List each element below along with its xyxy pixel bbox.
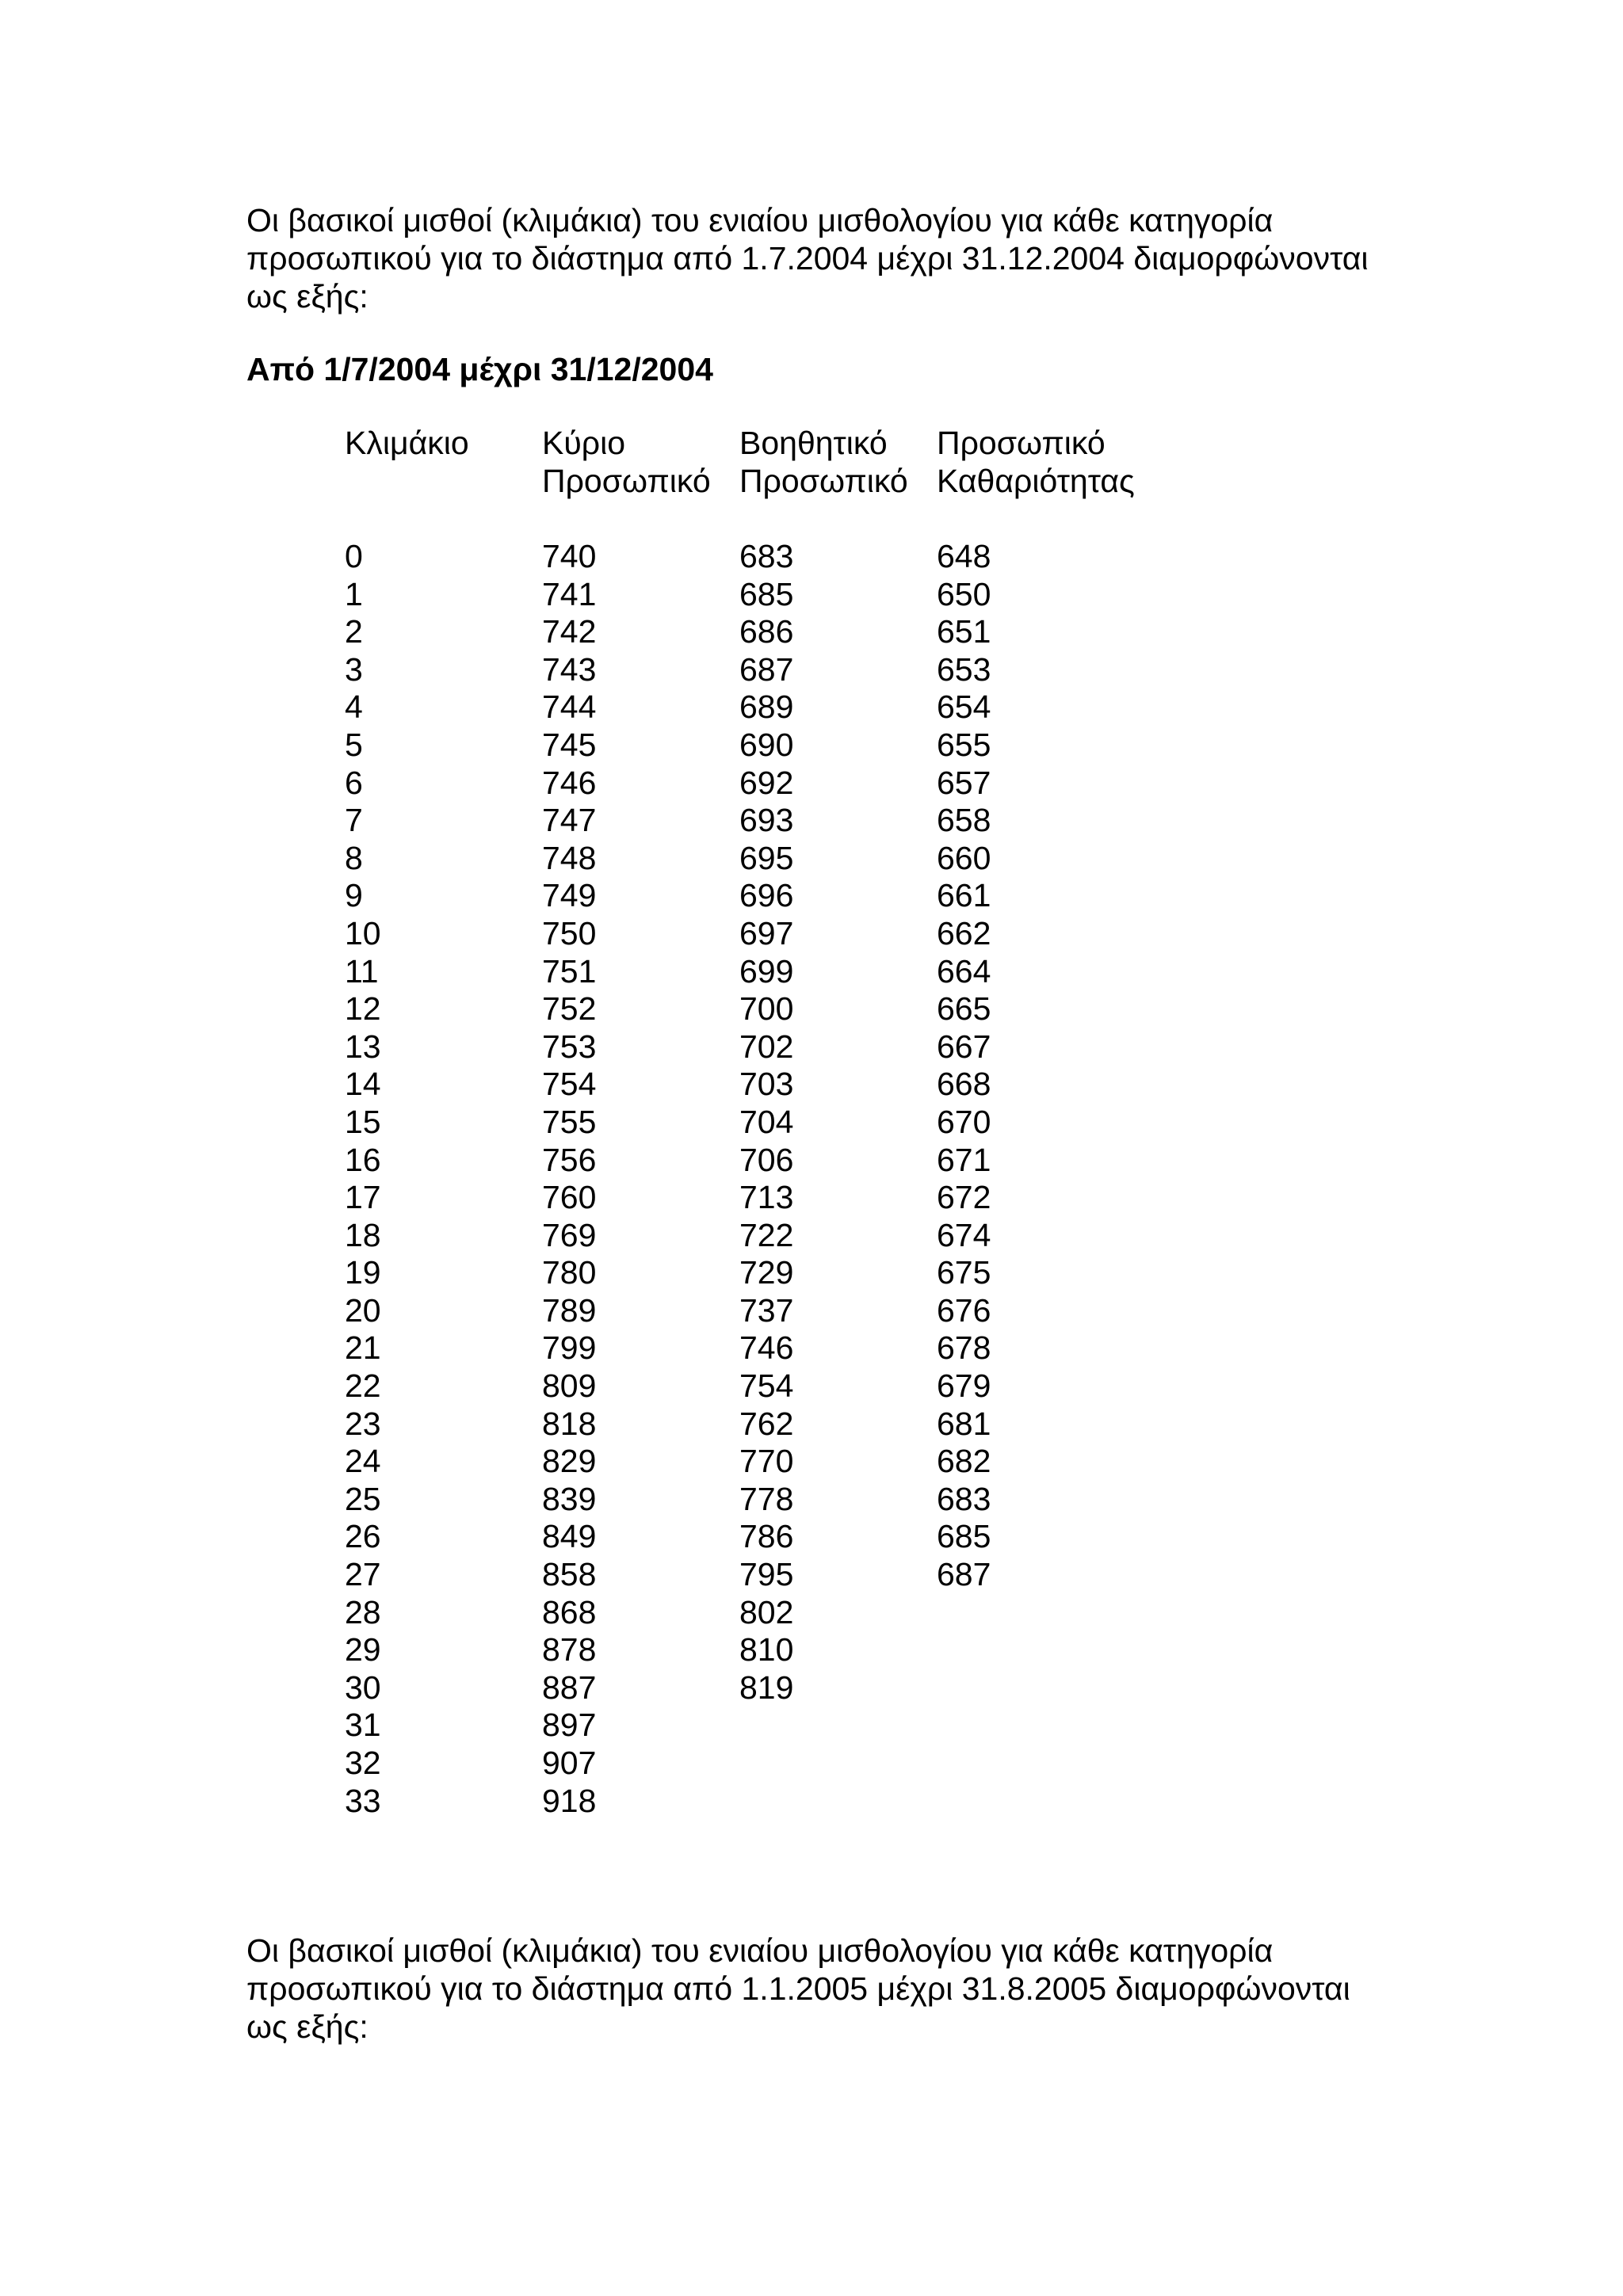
cell-cleaning-staff: 682 bbox=[937, 1443, 991, 1480]
table-row bbox=[345, 1104, 1174, 1142]
cell-main-staff: 742 bbox=[542, 613, 597, 650]
cell-auxiliary-staff: 693 bbox=[739, 802, 794, 839]
cell-auxiliary-staff: 692 bbox=[739, 764, 794, 801]
cell-cleaning-staff: 672 bbox=[937, 1179, 991, 1216]
cell-auxiliary-staff: 702 bbox=[739, 1028, 794, 1065]
cell-cleaning-staff: 661 bbox=[937, 877, 991, 914]
table-row bbox=[345, 1745, 1174, 1783]
cell-scale-step: 0 bbox=[345, 538, 363, 574]
cell-scale-step: 5 bbox=[345, 726, 363, 763]
cell-auxiliary-staff bbox=[739, 1783, 937, 1821]
cell-scale-step: 20 bbox=[345, 1291, 381, 1329]
paragraph-line: Οι βασικοί μισθοί (κλιμάκια) του ενιαίου μισθολογίου για κάθε κατηγορία bbox=[246, 202, 1274, 238]
cell-auxiliary-staff bbox=[739, 1745, 937, 1783]
cell-auxiliary-staff: 704 bbox=[739, 1103, 794, 1140]
cell-auxiliary-staff: 699 bbox=[739, 952, 794, 990]
header-main-staff bbox=[542, 425, 739, 501]
table-row bbox=[345, 1518, 1174, 1556]
period-heading: Από 1/7/2004 μέχρι 31/12/2004 bbox=[246, 351, 713, 387]
cell-cleaning-staff: 670 bbox=[937, 1103, 991, 1140]
cell-scale-step: 33 bbox=[345, 1782, 381, 1819]
cell-main-staff: 756 bbox=[542, 1141, 597, 1178]
paragraph-line: προσωπικού για το διάστημα από 1.7.2004 μέχρι 31.12.2004 διαμορφώνονται bbox=[246, 240, 1369, 277]
table-row bbox=[345, 1142, 1174, 1180]
cell-cleaning-staff: 687 bbox=[937, 1556, 991, 1593]
table-row bbox=[345, 727, 1174, 765]
cell-cleaning-staff: 651 bbox=[937, 613, 991, 650]
cell-auxiliary-staff: 746 bbox=[739, 1329, 794, 1367]
cell-cleaning-staff: 685 bbox=[937, 1518, 991, 1555]
cell-cleaning-staff: 648 bbox=[937, 538, 991, 574]
cell-scale-step: 31 bbox=[345, 1707, 381, 1744]
cell-scale-step: 1 bbox=[345, 575, 363, 612]
table-row bbox=[345, 1707, 1174, 1745]
cell-scale-step: 19 bbox=[345, 1254, 381, 1291]
cell-auxiliary-staff: 696 bbox=[739, 877, 794, 914]
cell-main-staff: 753 bbox=[542, 1028, 597, 1065]
cell-scale-step: 2 bbox=[345, 613, 363, 650]
table-row bbox=[345, 1783, 1174, 1821]
cell-cleaning-staff: 662 bbox=[937, 914, 991, 952]
cell-scale-step: 10 bbox=[345, 914, 381, 952]
cell-cleaning-staff bbox=[937, 1631, 1174, 1669]
cell-main-staff: 754 bbox=[542, 1066, 597, 1103]
header-line: Κύριο bbox=[542, 425, 626, 461]
cell-scale-step: 32 bbox=[345, 1745, 381, 1781]
cell-cleaning-staff bbox=[937, 1745, 1174, 1783]
cell-scale-step: 16 bbox=[345, 1141, 381, 1178]
table-row bbox=[345, 802, 1174, 840]
header-line: Προσωπικό bbox=[542, 462, 711, 499]
cell-auxiliary-staff: 770 bbox=[739, 1443, 794, 1480]
cell-auxiliary-staff: 713 bbox=[739, 1179, 794, 1216]
cell-main-staff: 789 bbox=[542, 1291, 597, 1329]
cell-auxiliary-staff: 778 bbox=[739, 1480, 794, 1517]
cell-main-staff: 741 bbox=[542, 575, 597, 612]
cell-main-staff: 829 bbox=[542, 1443, 597, 1480]
cell-auxiliary-staff: 697 bbox=[739, 914, 794, 952]
cell-auxiliary-staff: 689 bbox=[739, 688, 794, 726]
table-row bbox=[345, 576, 1174, 614]
header-line: Κλιμάκιο bbox=[345, 425, 469, 461]
table-row bbox=[345, 1028, 1174, 1066]
cell-scale-step: 17 bbox=[345, 1179, 381, 1216]
table-row bbox=[345, 1329, 1174, 1367]
cell-scale-step: 6 bbox=[345, 764, 363, 801]
table-row bbox=[345, 1631, 1174, 1669]
cell-auxiliary-staff: 722 bbox=[739, 1216, 794, 1253]
cell-auxiliary-staff: 737 bbox=[739, 1291, 794, 1329]
cell-scale-step: 21 bbox=[345, 1329, 381, 1367]
cell-main-staff: 760 bbox=[542, 1179, 597, 1216]
table-header bbox=[345, 425, 1174, 501]
cell-scale-step: 30 bbox=[345, 1669, 381, 1706]
table-row bbox=[345, 953, 1174, 991]
cell-main-staff: 751 bbox=[542, 952, 597, 990]
cell-main-staff: 858 bbox=[542, 1556, 597, 1593]
cell-main-staff: 750 bbox=[542, 914, 597, 952]
cell-main-staff: 878 bbox=[542, 1631, 597, 1669]
header-auxiliary-staff bbox=[739, 425, 937, 501]
cell-cleaning-staff: 665 bbox=[937, 990, 991, 1028]
table-row bbox=[345, 990, 1174, 1028]
cell-scale-step: 25 bbox=[345, 1480, 381, 1517]
cell-main-staff: 755 bbox=[542, 1103, 597, 1140]
cell-auxiliary-staff: 683 bbox=[739, 538, 794, 574]
table-row bbox=[345, 1179, 1174, 1217]
cell-cleaning-staff: 683 bbox=[937, 1480, 991, 1517]
cell-auxiliary-staff: 762 bbox=[739, 1405, 794, 1442]
cell-cleaning-staff bbox=[937, 1783, 1174, 1821]
cell-cleaning-staff: 654 bbox=[937, 688, 991, 726]
table-row bbox=[345, 1669, 1174, 1707]
cell-scale-step: 8 bbox=[345, 839, 363, 876]
cell-cleaning-staff: 671 bbox=[937, 1141, 991, 1178]
cell-scale-step: 26 bbox=[345, 1518, 381, 1555]
cell-cleaning-staff: 650 bbox=[937, 575, 991, 612]
cell-auxiliary-staff: 754 bbox=[739, 1367, 794, 1405]
cell-auxiliary-staff: 687 bbox=[739, 650, 794, 688]
salary-scale-table bbox=[345, 425, 1174, 1820]
cell-auxiliary-staff: 786 bbox=[739, 1518, 794, 1555]
cell-auxiliary-staff: 700 bbox=[739, 990, 794, 1028]
cell-cleaning-staff: 660 bbox=[937, 839, 991, 876]
cell-main-staff: 749 bbox=[542, 877, 597, 914]
cell-scale-step: 12 bbox=[345, 990, 381, 1028]
cell-auxiliary-staff: 703 bbox=[739, 1066, 794, 1103]
cell-main-staff: 780 bbox=[542, 1254, 597, 1291]
cell-main-staff: 887 bbox=[542, 1669, 597, 1706]
table-row bbox=[345, 1594, 1174, 1632]
table-row bbox=[345, 877, 1174, 915]
cell-main-staff: 818 bbox=[542, 1405, 597, 1442]
table-row bbox=[345, 613, 1174, 651]
table-row bbox=[345, 1443, 1174, 1481]
table-row bbox=[345, 840, 1174, 878]
cell-main-staff: 746 bbox=[542, 764, 597, 801]
cell-scale-step: 15 bbox=[345, 1103, 381, 1140]
cell-cleaning-staff: 675 bbox=[937, 1254, 991, 1291]
cell-cleaning-staff: 674 bbox=[937, 1216, 991, 1253]
cell-auxiliary-staff: 795 bbox=[739, 1556, 794, 1593]
paragraph-line: ως εξής: bbox=[246, 278, 369, 315]
cell-main-staff: 748 bbox=[542, 839, 597, 876]
cell-scale-step: 7 bbox=[345, 802, 363, 839]
cell-scale-step: 18 bbox=[345, 1216, 381, 1253]
header-line: Καθαριότητας bbox=[937, 462, 1135, 499]
table-row bbox=[345, 651, 1174, 689]
cell-main-staff: 769 bbox=[542, 1216, 597, 1253]
cell-cleaning-staff: 668 bbox=[937, 1066, 991, 1103]
cell-cleaning-staff: 667 bbox=[937, 1028, 991, 1065]
cell-cleaning-staff: 681 bbox=[937, 1405, 991, 1442]
table-row bbox=[345, 915, 1174, 953]
cell-scale-step: 29 bbox=[345, 1631, 381, 1669]
table-row bbox=[345, 1292, 1174, 1330]
paragraph-line: ως εξής: bbox=[246, 2008, 369, 2045]
cell-cleaning-staff: 678 bbox=[937, 1329, 991, 1367]
cell-scale-step: 22 bbox=[345, 1367, 381, 1405]
cell-main-staff: 868 bbox=[542, 1593, 597, 1630]
cell-cleaning-staff: 657 bbox=[937, 764, 991, 801]
cell-scale-step: 11 bbox=[345, 952, 379, 990]
table-row bbox=[345, 1217, 1174, 1255]
cell-main-staff: 918 bbox=[542, 1782, 597, 1819]
cell-main-staff: 743 bbox=[542, 650, 597, 688]
intro-paragraph-2004 bbox=[246, 201, 1403, 315]
cell-cleaning-staff bbox=[937, 1707, 1174, 1745]
cell-main-staff: 745 bbox=[542, 726, 597, 763]
paragraph-line: Οι βασικοί μισθοί (κλιμάκια) του ενιαίου μισθολογίου για κάθε κατηγορία bbox=[246, 1932, 1274, 1969]
cell-auxiliary-staff bbox=[739, 1707, 937, 1745]
cell-scale-step: 3 bbox=[345, 650, 363, 688]
header-cleaning-staff bbox=[937, 425, 1174, 501]
cell-scale-step: 14 bbox=[345, 1066, 381, 1103]
header-scale-step bbox=[345, 425, 542, 501]
cell-main-staff: 907 bbox=[542, 1745, 597, 1781]
cell-cleaning-staff: 658 bbox=[937, 802, 991, 839]
table-row bbox=[345, 1066, 1174, 1104]
cell-auxiliary-staff: 810 bbox=[739, 1631, 794, 1669]
paragraph-line: προσωπικού για το διάστημα από 1.1.2005 μέχρι 31.8.2005 διαμορφώνονται bbox=[246, 1970, 1350, 2007]
cell-auxiliary-staff: 819 bbox=[739, 1669, 794, 1706]
cell-scale-step: 27 bbox=[345, 1556, 381, 1593]
cell-main-staff: 740 bbox=[542, 538, 597, 574]
header-line: Βοηθητικό bbox=[739, 425, 888, 461]
cell-cleaning-staff bbox=[937, 1594, 1174, 1632]
header-line: Προσωπικό bbox=[739, 462, 908, 499]
cell-main-staff: 747 bbox=[542, 802, 597, 839]
cell-scale-step: 4 bbox=[345, 688, 363, 726]
cell-auxiliary-staff: 690 bbox=[739, 726, 794, 763]
cell-scale-step: 23 bbox=[345, 1405, 381, 1442]
cell-auxiliary-staff: 729 bbox=[739, 1254, 794, 1291]
cell-auxiliary-staff: 706 bbox=[739, 1141, 794, 1178]
cell-main-staff: 752 bbox=[542, 990, 597, 1028]
cell-cleaning-staff: 653 bbox=[937, 650, 991, 688]
cell-auxiliary-staff: 686 bbox=[739, 613, 794, 650]
cell-main-staff: 799 bbox=[542, 1329, 597, 1367]
header-line: Προσωπικό bbox=[937, 425, 1106, 461]
table-row bbox=[345, 688, 1174, 727]
cell-main-staff: 839 bbox=[542, 1480, 597, 1517]
cell-cleaning-staff: 664 bbox=[937, 952, 991, 990]
table-row bbox=[345, 1405, 1174, 1444]
table-row bbox=[345, 1367, 1174, 1405]
table-row bbox=[345, 1556, 1174, 1594]
cell-main-staff: 809 bbox=[542, 1367, 597, 1405]
cell-cleaning-staff bbox=[937, 1669, 1174, 1707]
cell-main-staff: 849 bbox=[542, 1518, 597, 1555]
table-row bbox=[345, 765, 1174, 803]
cell-main-staff: 744 bbox=[542, 688, 597, 726]
table-row bbox=[345, 538, 1174, 576]
cell-auxiliary-staff: 802 bbox=[739, 1593, 794, 1630]
table-row bbox=[345, 1481, 1174, 1519]
cell-cleaning-staff: 655 bbox=[937, 726, 991, 763]
table-row bbox=[345, 1254, 1174, 1292]
cell-auxiliary-staff: 685 bbox=[739, 575, 794, 612]
cell-scale-step: 13 bbox=[345, 1028, 381, 1065]
cell-cleaning-staff: 679 bbox=[937, 1367, 991, 1405]
table-body bbox=[345, 538, 1174, 1820]
cell-scale-step: 28 bbox=[345, 1593, 381, 1630]
cell-cleaning-staff: 676 bbox=[937, 1291, 991, 1329]
cell-scale-step: 9 bbox=[345, 877, 363, 914]
cell-main-staff: 897 bbox=[542, 1707, 597, 1744]
cell-auxiliary-staff: 695 bbox=[739, 839, 794, 876]
cell-scale-step: 24 bbox=[345, 1443, 381, 1480]
intro-paragraph-2005 bbox=[246, 1932, 1403, 2046]
